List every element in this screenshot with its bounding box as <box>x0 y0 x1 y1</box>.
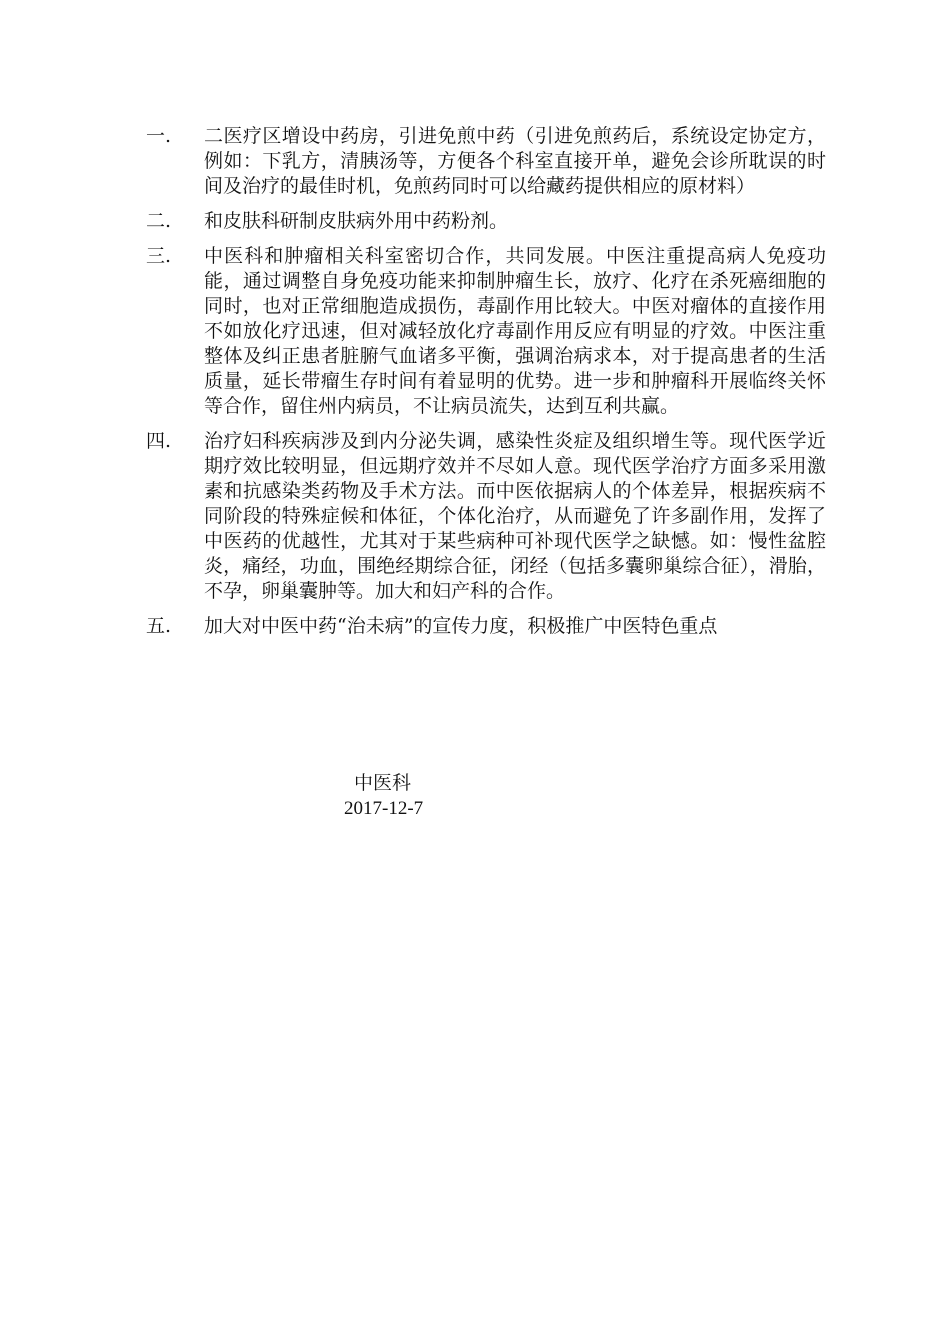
list-item-number: 四. <box>146 430 172 452</box>
list-item <box>146 124 826 199</box>
list-item <box>146 244 826 419</box>
list-item-number: 三. <box>146 245 172 267</box>
list-item-text: 二医疗区增设中药房，引进免煎中药（引进免煎药后，系统设定协定方，例如：下乳方，清胰汤等，方便各个科室直接开单，避免会诊所耽误的时间及治疗的最佳时机，免煎药同时可以给藏药提供相应的原材料） <box>204 125 826 197</box>
list-item-text: 加大对中医中药“治未病”的宣传力度，积极推广中医特色重点 <box>204 615 718 637</box>
list-item-number: 五. <box>146 615 172 637</box>
list-item <box>146 429 826 604</box>
list-item <box>146 209 826 234</box>
list-item-text: 中医科和肿瘤相关科室密切合作，共同发展。中医注重提高病人免疫功能，通过调整自身免疫功能来抑制肿瘤生长，放疗、化疗在杀死癌细胞的同时，也对正常细胞造成损伤，毒副作用比较大。中医对瘤体的直接作用不如放化疗迅速，但对减轻放化疗毒副作用反应有明显的疗效。中医注重整体及纠正患者脏腑气血诸多平衡，强调治病求本，对于提高患者的生活质量，延长带瘤生存时间有着显明的优势。进一步和肿瘤科开展临终关怀等合作，留住州内病员，不让病员流失，达到互利共赢。 <box>204 245 826 417</box>
list-item-text: 治疗妇科疾病涉及到内分泌失调，感染性炎症及组织增生等。现代医学近期疗效比较明显，但远期疗效并不尽如人意。现代医学治疗方面多采用激素和抗感染类药物及手术方法。而中医依据病人的个体差异，根据疾病不同阶段的特殊症候和体征，个体化治疗，从而避免了许多副作用，发挥了中医药的优越性，尤其对于某些病种可补现代医学之缺憾。如：慢性盆腔炎，痛经，功血，围绝经期综合征，闭经（包括多囊卵巢综合征），滑胎，不孕，卵巢囊肿等。加大和妇产科的合作。 <box>204 430 826 602</box>
signature-department: 中医科 <box>354 772 412 794</box>
signature-date: 2017-12-7 <box>344 798 424 819</box>
numbered-list <box>146 124 826 649</box>
list-item <box>146 614 826 639</box>
list-item-text: 和皮肤科研制皮肤病外用中药粉剂。 <box>204 210 509 232</box>
list-item-number: 二. <box>146 210 172 232</box>
signature-block <box>300 770 500 822</box>
list-item-number: 一. <box>146 125 172 147</box>
